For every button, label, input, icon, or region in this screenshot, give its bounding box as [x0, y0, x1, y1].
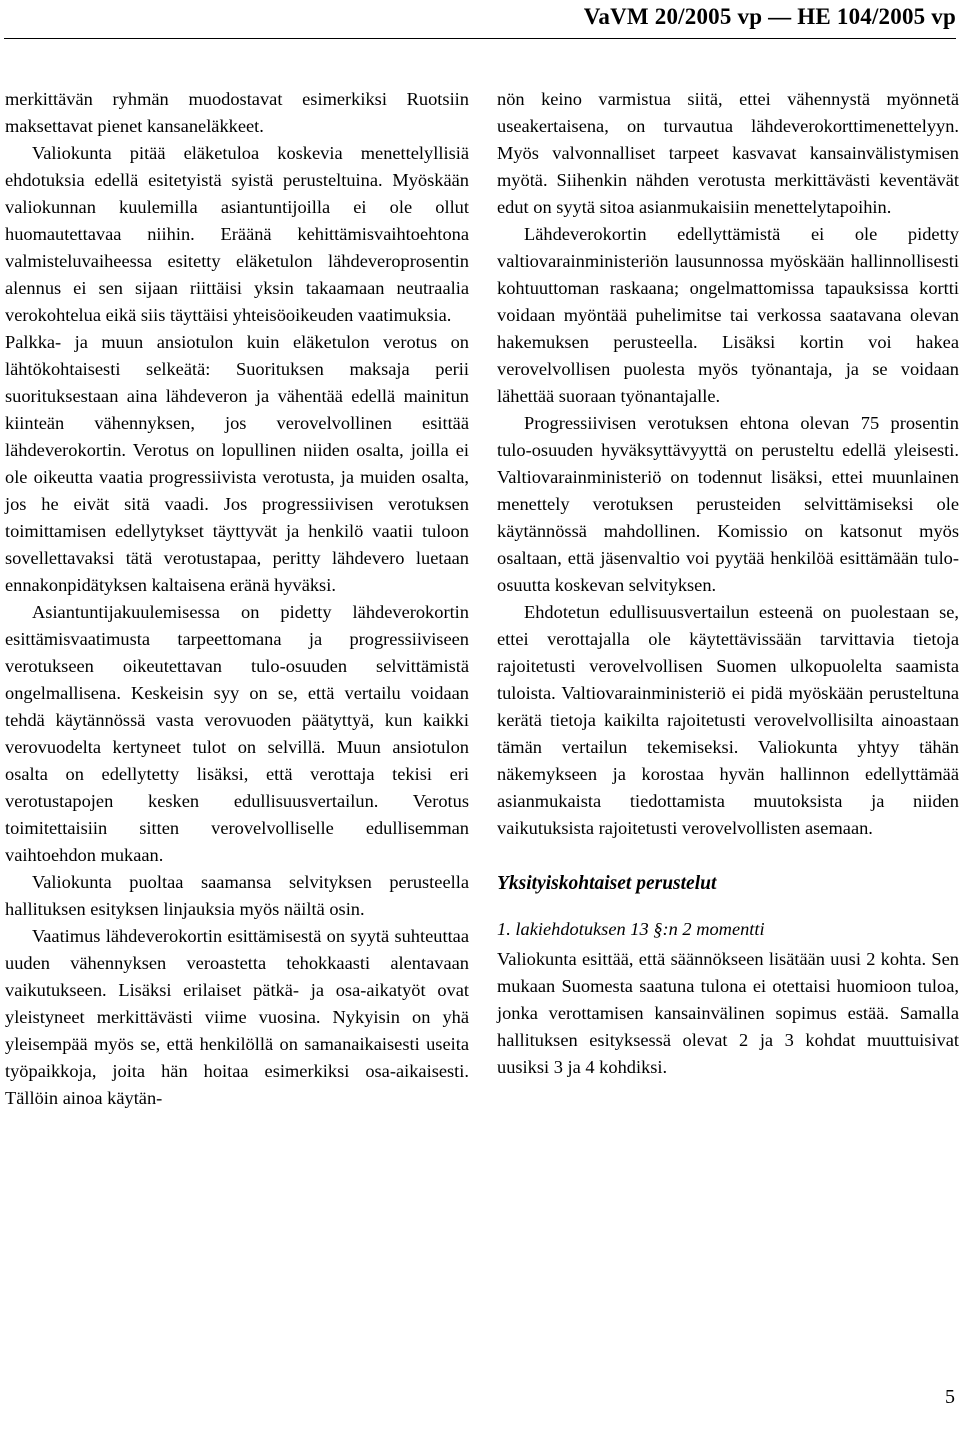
paragraph: merkittävän ryhmän muodostavat esimerkiksi Ruotsiin maksettavat pienet kansaneläkkeet.: [5, 89, 469, 136]
page-number: 5: [945, 1386, 955, 1408]
paragraph: Valiokunta pitää eläketuloa koskevia menettelyllisiä ehdotuksia edellä esitetyistä syistä perusteltuina. Myöskään valiokunnan kuulemilla asiantuntijoilla ei ole ollut huomautettavaa niihin. Eräänä kehittämisvaihtoehtona valmisteluvaiheessa esitetty eläketulon lähdeveroprosentin alennus ei sen sijaan riittäisi yksin takaamaan neutraalia verokohtelua eikä siis täyttäisi yhteisöoikeuden vaatimuksia.: [5, 143, 469, 325]
paragraph: Valiokunta esittää, että säännökseen lisätään uusi 2 kohta. Sen mukaan Suomesta saatuna tulona ei otettaisi huomioon tuloa, jonka verottamisen kansainvälinen sopimus estää. Samalla hallituksen esityksessä olevat 2 ja 3 kohdat muuttuisivat uusiksi 3 ja 4 kohdiksi.: [497, 949, 959, 1077]
header-rule: [4, 38, 956, 39]
paragraph: Progressiivisen verotuksen ehtona olevan 75 prosentin tulo-osuuden hyväksyttävyyttä on perusteltu edellä yleisesti. Valtiovarainministeriö on todennut lisäksi, ettei muunlainen menettely verotuksen perusteiden selvittämiseksi ole käytännössä mahdollinen. Komissio on katsonut myös osaltaan, että jäsenvaltio voi pyytää henkilöä esittämään tulo-osuutta koskevan selvityksen.: [497, 413, 959, 595]
section-title: Yksityiskohtaiset perustelut: [497, 873, 717, 894]
left-column: [5, 86, 469, 1112]
paragraph: nön keino varmistua siitä, ettei vähennystä myönnetä useakertaisena, on turvautua lähdeverokorttimenettelyyn. Myös valvonnalliset tarpeet kasvavat kansainvälistymisen myötä. Siihenkin nähden verotusta merkittävästi keventävät edut on syytä sitoa asianmukaisiin menettelytapoihin.: [497, 89, 959, 217]
paragraph: Vaatimus lähdeverokortin esittämisestä on syytä suhteuttaa uuden vähennyksen veroastetta tehokkaasti alentavaan vaikutukseen. Lisäksi erilaiset pätkä- ja osa-aikatyöt ovat yleistyneet merkittävästi viime vuosina. Nykyisin on yhä yleisempää myös se, että henkilöllä on samanaikaisesti useita työpaikkoja, joita hän hoitaa esimerkiksi osa-aikaisesti. Tällöin ainoa käytän-: [5, 926, 469, 1108]
paragraph: Asiantuntijakuulemisessa on pidetty lähdeverokortin esittämisvaatimusta tarpeettomana ja progressiiviseen verotukseen oikeutettavan tulo-osuuden selvittämistä ongelmallisena. Keskeisin syy on se, että vertailu voidaan tehdä käytännössä vasta verovuoden päätyttyä, kun kaikki verovuodelta kertyneet tulot on selvillä. Muun ansiotulon osalta on edellytetty lisäksi, että verottaja tekisi eri verotustapojen kesken edullisuusvertailun. Verotus toimitettaisiin sitten verovelvolliselle edullisemman vaihtoehdon mukaan.: [5, 602, 469, 865]
subsection-title: 1. lakiehdotuksen 13 §:n 2 momentti: [497, 919, 765, 939]
paragraph: Valiokunta puoltaa saamansa selvityksen perusteella hallituksen esityksen linjauksia myös näiltä osin.: [5, 872, 469, 919]
right-column: [497, 86, 959, 1081]
paragraph: Palkka- ja muun ansiotulon kuin eläketulon verotus on lähtökohtaisesti selkeätä: Suorituksen maksaja perii suorituksestaan aina lähdeveron ja vähentää edellä mainitun kiinteän vähennyksen, jos verovelvollinen esittää lähdeverokortin. Verotus on lopullinen niiden osalta, joilla ei ole oikeutta vaatia progressiivista verotusta, ja muiden osalta, jos he eivät sitä vaadi. Jos progressiivisen verotuksen toimittamisen edellytykset täyttyvät ja henkilö vaatii tuloon sovellettavaksi tätä verotustapaa, peritty lähdevero luetaan ennakonpidätyksen kaltaisena eränä hyväksi.: [5, 332, 469, 595]
document-header: VaVM 20/2005 vp — HE 104/2005 vp: [583, 4, 956, 29]
paragraph: Lähdeverokortin edellyttämistä ei ole pidetty valtiovarainministeriön lausunnossa myöskään hallinnollisesti kohtuuttoman raskaana; ongelmattomissa tapauksissa kortti voidaan myöntää puhelimitse tai verkossa saatavana olevan hakemuksen perusteella. Lisäksi kortin voi hakea verovelvollisen puolesta myös työnantaja, ja se voidaan lähettää suoraan työnantajalle.: [497, 224, 959, 406]
paragraph: Ehdotetun edullisuusvertailun esteenä on puolestaan se, ettei verottajalla ole käytettävissään tarvittavia tietoja rajoitetusti verovelvollisen Suomen ulkopuolelta saamista tuloista. Valtiovarainministeriö ei pidä myöskään perusteltuna kerätä tietoja kaikilta rajoitetusti verovelvollisilta ainoastaan tämän vertailun tekemiseksi. Valiokunta yhtyy tähän näkemykseen ja korostaa hyvän hallinnon edellyttämää asianmukaista tiedottamista muutoksista ja niiden vaikutuksista rajoitetusti verovelvollisten asemaan.: [497, 602, 959, 838]
